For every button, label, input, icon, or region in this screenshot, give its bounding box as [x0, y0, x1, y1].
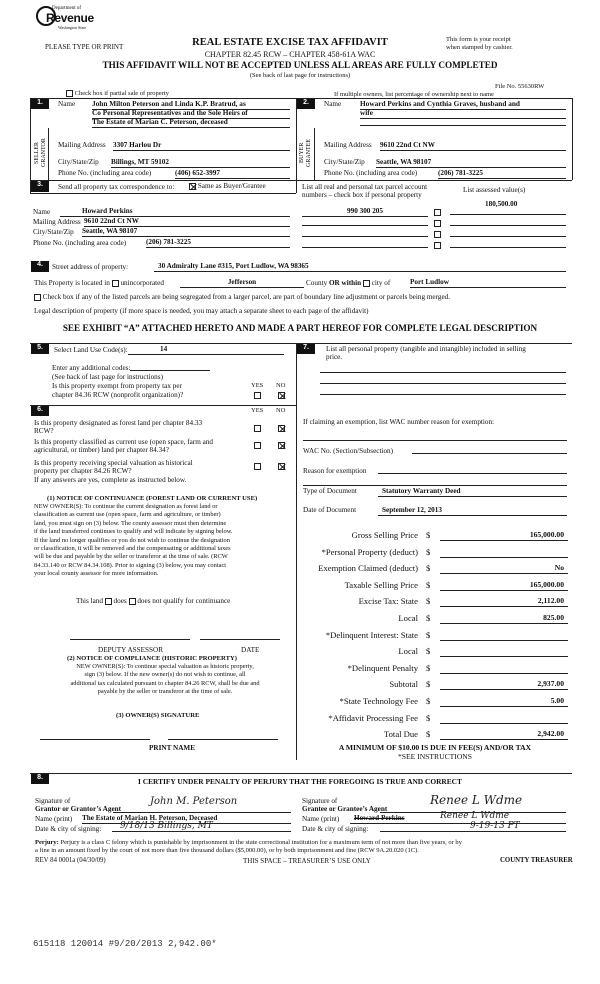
section-4-number: 4. [31, 261, 49, 272]
seller-mailing[interactable]: 3307 Harlou Dr [113, 141, 290, 151]
corr-mailing[interactable]: 9610 22nd Ct NW [84, 217, 290, 227]
tax-row [300, 646, 570, 658]
perjury-line-2: a fine in an amount fixed by the court of not more than five thousand dollars ($5,000.00), or by both imprisonment and fine (RCW 9A.20.020 (1C). [35, 847, 419, 854]
tax-row-value[interactable] [440, 630, 568, 641]
multiple-owners-note: If multiple owners, list percentage of ownership next to name [334, 91, 494, 98]
exempt-q2: chapter 84.36 RCW (nonprofit organization)? [52, 391, 184, 399]
historic-yes-checkbox[interactable] [254, 463, 261, 470]
tax-row-label: *Personal Property (deduct) [321, 546, 418, 557]
not-accepted-warning: THIS AFFIDAVIT WILL NOT BE ACCEPTED UNLESS ALL AREAS ARE FULLY COMPLETED [102, 60, 498, 70]
corr-mailing-label: Mailing Address [33, 218, 81, 226]
seller-city-label: City/State/Zip [58, 158, 99, 166]
tax-row-value[interactable]: 2,942.00 [440, 729, 568, 740]
tax-row-label: Taxable Selling Price [344, 579, 418, 590]
owner-signature-field-1[interactable] [40, 734, 150, 740]
section-8-number: 8. [31, 774, 49, 784]
tax-row [300, 729, 570, 741]
seller-name-line-3[interactable]: The Estate of Marian C. Peterson, deceased [92, 118, 290, 128]
exempt-yes-checkbox[interactable] [254, 392, 261, 399]
segregated-line[interactable]: Check box if any of the listed parcels are being segregated from a larger parcel, are part of boundary line adjustment or parcels being merged. [34, 293, 450, 302]
tax-row-value[interactable] [440, 547, 568, 558]
exhibit-a-note: SEE EXHIBIT “A” ATTACHED HERETO AND MADE A PART HEREOF FOR COMPLETE LEGAL DESCRIPTION [62, 323, 538, 333]
grantor-date-city[interactable]: 9/18/13 Billings, MT [120, 821, 213, 831]
property-city[interactable]: Port Ludlow [410, 278, 566, 288]
corr-name-label: Name [33, 208, 51, 216]
partial-sale-checkbox[interactable] [66, 90, 73, 97]
section-2-number: 2. [297, 99, 315, 109]
owner-signature-label: (3) OWNER(S) SIGNATURE [116, 712, 200, 719]
parcel-2-personal-checkbox[interactable] [434, 220, 441, 227]
historic-q-2: property per chapter 84.26 RCW? [34, 467, 132, 475]
tax-row-currency: $ [426, 729, 431, 740]
receipt-stamp: 615118 120014 #9/20/2013 2,942.00* [33, 939, 217, 949]
tax-row [300, 563, 570, 575]
logo-department: Department of [52, 6, 82, 11]
rev-number: REV 84 0001a (04/30/09) [35, 857, 106, 864]
land-use-code[interactable]: 14 [128, 345, 284, 355]
grantee-date-label: Date & city of signing: [302, 825, 369, 833]
tax-row-label: *State Technology Fee [339, 696, 418, 706]
grantee-signature: Renee L Wdme [430, 793, 523, 807]
exempt-no-checkbox[interactable] [278, 392, 285, 399]
tax-row-currency: $ [426, 696, 431, 706]
tax-row [300, 713, 570, 725]
minimum-fee-note: A MINIMUM OF $10.00 IS DUE IN FEE(S) AND/OR TAX [338, 743, 532, 752]
deputy-date-label: DATE [241, 646, 260, 654]
county-treasurer-label: COUNTY TREASURER [500, 857, 573, 864]
buyer-name-line-2[interactable]: wife [360, 109, 566, 119]
tax-row-currency: $ [426, 546, 431, 557]
tax-row [300, 696, 570, 708]
same-as-buyer[interactable]: Same as Buyer/Grantee [189, 182, 266, 191]
tax-row-value[interactable] [440, 646, 568, 657]
current-use-q-2: agricultural, or timber) land per chapter 84.34? [34, 446, 169, 454]
grantor-sig-label-1: Signature of [35, 797, 71, 805]
does-checkbox[interactable] [105, 598, 112, 605]
section-7-number: 7. [297, 344, 315, 354]
segregated-checkbox[interactable] [34, 294, 41, 301]
tax-row-value[interactable]: 5.00 [440, 696, 568, 707]
tax-row-label: Gross Selling Price [351, 530, 418, 540]
unincorporated-checkbox[interactable] [112, 280, 119, 287]
tax-row-currency: $ [426, 712, 431, 723]
corr-phone[interactable]: (206) 781-3225 [146, 238, 290, 248]
tax-row [300, 663, 570, 675]
current-use-yes-checkbox[interactable] [254, 442, 261, 449]
tax-row [300, 630, 570, 642]
forest-yes-checkbox[interactable] [254, 425, 261, 432]
buyer-city[interactable]: Seattle, WA 98107 [376, 158, 566, 168]
exemption-claim-label: If claiming an exemption, list WAC number reason for exemption: [303, 418, 495, 426]
grantor-signature: John M. Peterson [150, 796, 238, 807]
does-not-checkbox[interactable] [129, 598, 136, 605]
buyer-city-label: City/State/Zip [324, 158, 365, 166]
tax-row-value[interactable]: 165,000.00 [440, 580, 568, 591]
tax-row-currency: $ [426, 629, 431, 640]
yes-header-5: YES [251, 382, 264, 389]
notice-1-body: NEW OWNER(S): To continue the current designation as forest land or classification as current use (open space, farm and agriculture, or timber) land, you must sign on (3) below. The county assessor must then determine if the land transferred continues to qualify and will indicate by signing below. If the land no longer qualifies or you do not wish to continue the designation or classification, it will be removed and the compensating or additional taxes will be due and payable by the seller or transferor at the time of sale. (RCW 84.33.140 or RCW 84.34.108). Prior to signing (3) below, you may contact your local county assessor for more information. [34, 503, 233, 578]
historic-no-checkbox[interactable] [278, 463, 285, 470]
doc-type-label: Type of Document [303, 487, 357, 495]
see-back-note: (See back of last page for instructions) [249, 72, 351, 79]
seller-phone[interactable]: (406) 652-3997 [175, 169, 290, 179]
tax-row-currency: $ [426, 530, 431, 540]
tax-row-label: Subtotal [389, 679, 418, 690]
tax-row [300, 580, 570, 592]
buyer-name-line-1[interactable]: Howard Perkins and Cynthia Graves, husband and [360, 100, 566, 110]
doc-date-label: Date of Document [303, 506, 357, 514]
see-instructions: *SEE INSTRUCTIONS [397, 752, 473, 761]
personal-property-label-1: List all personal property (tangible and intangible) included in selling [326, 345, 526, 353]
owner-signature-field-2[interactable] [168, 734, 278, 740]
tax-row-label: *Delinquent Interest: State [325, 629, 418, 640]
doc-date[interactable]: September 12, 2013 [378, 506, 567, 516]
parcel-number[interactable]: 990 300 205 [302, 207, 428, 217]
tax-row [300, 613, 570, 625]
assessed-label: List assessed value(s) [463, 186, 526, 194]
corr-phone-label: Phone No. (including area code) [33, 239, 127, 247]
county-or-within: County OR within city of [306, 279, 391, 287]
property-county[interactable]: Jefferson [180, 278, 304, 288]
grantor-name-label: Name (print) [35, 815, 73, 823]
no-header-5: NO [276, 382, 286, 389]
parcel-1-personal-checkbox[interactable] [434, 209, 441, 216]
assessed-value[interactable]: 180,500.00 [485, 200, 518, 208]
grantor-sig-label-2: Grantor or Grantor’s Agent [35, 805, 122, 813]
section-3-number: 3. [31, 181, 49, 192]
wac-label: WAC No. (Section/Subsection) [303, 447, 394, 455]
file-number: File No. 55630RW [495, 83, 545, 90]
additional-codes-field[interactable] [130, 363, 210, 371]
tax-row-value[interactable] [440, 663, 568, 674]
tax-row-value[interactable] [440, 713, 568, 724]
tax-row-value[interactable]: 825.00 [440, 613, 568, 624]
wac-field[interactable] [412, 446, 567, 454]
tax-row-label: Local [398, 613, 418, 623]
tax-row-label: Local [398, 646, 418, 657]
buyer-mailing-label: Mailing Address [324, 141, 372, 149]
seller-name-label: Name [58, 100, 76, 108]
seller-name-line-2[interactable]: Co Personal Representatives and the Sole Heirs of [92, 109, 290, 119]
treasurer-only-label: THIS SPACE – TREASURER’S USE ONLY [243, 857, 371, 865]
tax-row [300, 596, 570, 608]
correspondence-label: Send all property tax correspondence to: [58, 183, 175, 191]
section-5-number: 5. [31, 344, 49, 354]
land-use-label: Select Land Use Code(s): [54, 346, 128, 354]
historic-q-1: Is this property receiving special valuation as historical [34, 459, 193, 467]
within-city-checkbox[interactable] [363, 280, 370, 287]
see-back-5: (See back of last page for instructions) [52, 373, 163, 381]
seller-mailing-label: Mailing Address [58, 141, 106, 149]
tax-row-value[interactable]: No [440, 563, 568, 574]
grantee-sig-label-1: Signature of [302, 797, 338, 805]
tax-row [300, 530, 570, 542]
grantor-date-label: Date & city of signing: [35, 825, 102, 833]
perjury-line-1: Perjury: Perjury is a class C felony which is punishable by imprisonment in the state correctional institution for a maximum term of not more than five years, or by [35, 839, 462, 846]
tax-row-currency: $ [426, 679, 431, 690]
property-street[interactable]: 30 Admiralty Lane #315, Port Ludlow, WA 98365 [154, 262, 566, 272]
tax-row-value[interactable]: 2,937.00 [440, 679, 568, 690]
corr-city-label: City/State/Zip [33, 228, 74, 236]
yes-header-6: YES [251, 407, 264, 414]
print-name-label: PRINT NAME [149, 744, 195, 752]
doc-type[interactable]: Statutory Warranty Deed [378, 487, 567, 497]
buyer-phone-label: Phone No. (including area code) [324, 169, 418, 177]
personal-property-label-2: price. [326, 353, 343, 361]
tax-row [300, 547, 570, 559]
seller-phone-label: Phone No. (including area code) [58, 169, 152, 177]
buyer-phone[interactable]: (206) 781-3225 [438, 169, 566, 179]
same-as-buyer-checkbox[interactable] [189, 183, 196, 190]
grantee-sig-label-2: Grantee or Grantee’s Agent [302, 805, 388, 813]
current-use-q-1: Is this property classified as current use (open space, farm and [34, 438, 214, 446]
grantee-name[interactable]: Howard Perkins [350, 814, 566, 824]
tax-row-label: *Affidavit Processing Fee [328, 712, 418, 723]
seller-name-line-1[interactable]: John Milton Peterson and Linda K.P. Bratrud, as [92, 100, 290, 110]
tax-row-currency: $ [426, 646, 431, 657]
logo-state: Washington State [58, 25, 87, 30]
tax-row-label: *Delinquent Penalty [347, 662, 418, 673]
tax-row-currency: $ [426, 563, 431, 574]
tax-row-currency: $ [426, 579, 431, 590]
continuance-line: This land does does not qualify for continuance [76, 597, 231, 605]
grantee-name-label: Name (print) [302, 815, 340, 823]
tax-row-label: Total Due [383, 729, 418, 740]
exempt-q1: Is this property exempt from property tax per [52, 382, 182, 390]
additional-codes-label: Enter any additional codes: [52, 364, 131, 372]
notice-1-title: (1) NOTICE OF CONTINUANCE (FOREST LAND OR CURRENT USE) [47, 495, 258, 502]
forest-q-2: RCW? [34, 427, 54, 435]
deputy-assessor-label: DEPUTY ASSESSOR [98, 646, 164, 654]
buyer-side-label: BUYER GRANTEE [299, 139, 313, 167]
seller-city[interactable]: Billings, MT 59102 [111, 158, 290, 168]
grantee-date-city[interactable]: 9-19-13 PT [470, 821, 520, 831]
section-1-number: 1. [31, 99, 49, 109]
please-type: PLEASE TYPE OR PRINT [45, 43, 124, 51]
seller-side-label: SELLER GRANTOR [34, 138, 48, 168]
tax-row-label: Excise Tax: State [358, 596, 418, 607]
buyer-mailing[interactable]: 9610 22nd Ct NW [380, 141, 566, 151]
parcel-3-personal-checkbox[interactable] [434, 231, 441, 238]
grantee-name-handwritten: Renee L Wdme [440, 811, 510, 821]
notice-2-body: NEW OWNER(S): To continue special valuation as historic property, sign (3) below. If the new owner(s) do not wish to continue, all additional tax calculated pursuant to chapter 84.26 RCW, shall be due and payable by the seller or transferor at the time of sale. [70, 663, 260, 696]
certify-statement: I CERTIFY UNDER PENALTY OF PERJURY THAT THE FOREGOING IS TRUE AND CORRECT [138, 777, 462, 786]
receipt-note-1: This form is your receipt [446, 36, 511, 43]
reason-field[interactable] [378, 466, 567, 474]
logo-revenue: Revenue [46, 11, 94, 25]
form-title: REAL ESTATE EXCISE TAX AFFIDAVIT [192, 37, 388, 48]
if-yes-note: If any answers are yes, complete as instructed below. [34, 476, 187, 484]
current-use-no-checkbox[interactable] [278, 442, 285, 449]
partial-sale[interactable]: Check box if partial sale of property [66, 90, 169, 98]
no-header-6: NO [276, 407, 286, 414]
chapter-line: CHAPTER 82.45 RCW – CHAPTER 458-61A WAC [204, 50, 376, 59]
tax-row-value[interactable]: 2,112.00 [440, 596, 568, 607]
located-in-line: This Property is located in unincorporated [34, 279, 164, 287]
tax-row-label: Exemption Claimed (deduct) [318, 563, 418, 574]
notice-2-title: (2) NOTICE OF COMPLIANCE (HISTORIC PROPERTY) [67, 655, 237, 662]
tax-row-currency: $ [426, 596, 431, 607]
buyer-name-label: Name [324, 100, 342, 108]
tax-row-currency: $ [426, 613, 431, 623]
legal-description-label: Legal description of property (if more space is needed, you may attach a separate sheet to each page of the affidavit) [34, 307, 369, 315]
street-label: Street address of property: [52, 263, 129, 271]
parcel-4-personal-checkbox[interactable] [434, 242, 441, 249]
parcel-label-2: numbers – check box if personal property [302, 191, 422, 199]
corr-name[interactable]: Howard Perkins [60, 207, 290, 217]
tax-row [300, 679, 570, 691]
tax-row-currency: $ [426, 662, 431, 673]
receipt-note-2: when stamped by cashier. [446, 44, 513, 51]
corr-city[interactable]: Seattle, WA 98107 [82, 227, 290, 237]
grantor-name[interactable]: The Estate of Marian H. Peterson, Deceased [82, 814, 291, 824]
reason-label: Reason for exemption [303, 467, 367, 475]
section-6-number: 6. [31, 406, 49, 416]
parcel-label-1: List all real and personal tax parcel account [302, 183, 428, 191]
forest-q-1: Is this property designated as forest land per chapter 84.33 [34, 419, 203, 427]
tax-row-value[interactable]: 165,000.00 [440, 530, 568, 541]
forest-no-checkbox[interactable] [278, 425, 285, 432]
